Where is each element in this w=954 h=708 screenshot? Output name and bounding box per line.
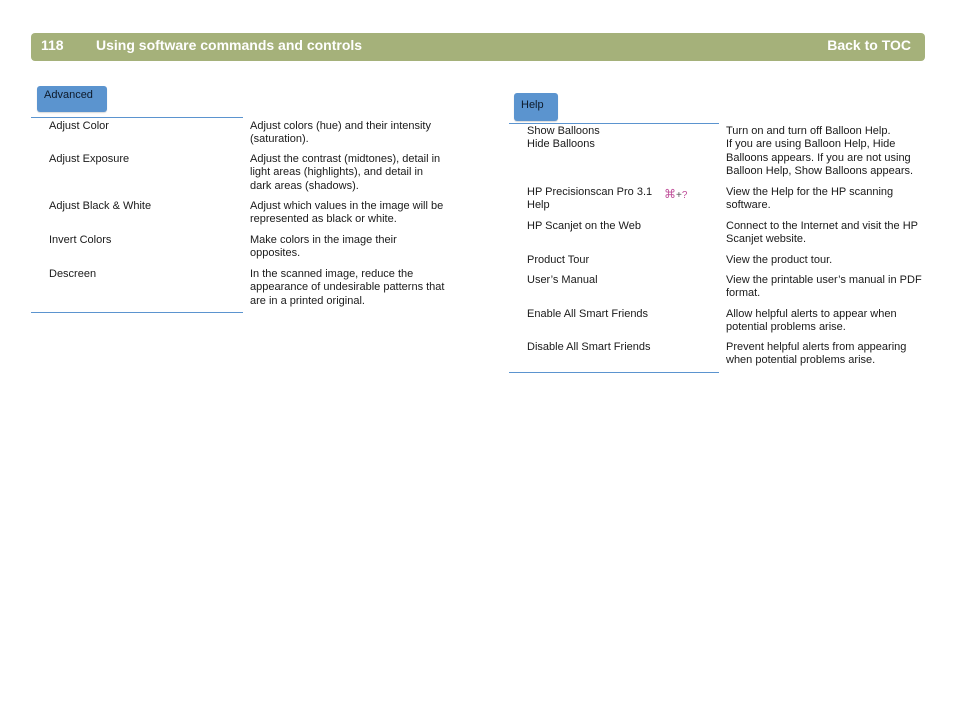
advanced-command-adjust-color: Adjust Color [49, 120, 109, 132]
help-command-scanjet-web: HP Scanjet on the Web [527, 220, 641, 232]
help-top-rule [509, 123, 719, 124]
help-shortcut [664, 187, 687, 203]
advanced-menu-tab: Advanced [37, 86, 107, 112]
page-title: Using software commands and controls [96, 37, 363, 53]
advanced-description-adjust-black-white: Adjust which values in the image will be represented as black or white. [250, 200, 444, 226]
help-description-balloons: Turn on and turn off Balloon Help. If you are using Balloon Help, Hide Balloons appears. If you are not using Balloon Help, Show Balloons appears. [726, 125, 914, 178]
page-header [31, 33, 925, 61]
help-command-balloons: Show Balloons Hide Balloons [527, 125, 600, 151]
help-description-enable-smart-friends: Allow helpful alerts to appear when potential problems arise. [726, 308, 897, 334]
advanced-command-invert-colors: Invert Colors [49, 234, 112, 246]
help-description-disable-smart-friends: Prevent helpful alerts from appearing when potential problems arise. [726, 341, 907, 367]
help-bottom-rule [509, 372, 719, 373]
help-description-scanjet-web: Connect to the Internet and visit the HP Scanjet website. [726, 220, 918, 246]
help-description-product-tour: View the product tour. [726, 254, 833, 266]
shortcut-plus: + [676, 190, 682, 201]
help-command-users-manual: User’s Manual [527, 274, 598, 286]
help-command-product-tour: Product Tour [527, 254, 590, 266]
page-number: 118 [41, 37, 64, 53]
advanced-description-adjust-exposure: Adjust the contrast (midtones), detail in light areas (highlights), and detail in dark areas (shadows). [250, 153, 441, 192]
help-command-precisionscan-help: HP Precisionscan Pro 3.1 Help [527, 186, 653, 212]
question-mark-key: ? [681, 190, 688, 201]
advanced-description-descreen: In the scanned image, reduce the appearance of undesirable patterns that are in a printed original. [250, 268, 445, 307]
advanced-top-rule [31, 117, 243, 118]
help-description-precisionscan-help: View the Help for the HP scanning software. [726, 186, 894, 212]
help-command-disable-smart-friends: Disable All Smart Friends [527, 341, 651, 353]
advanced-bottom-rule [31, 312, 243, 313]
help-menu-tab: Help [514, 93, 558, 121]
advanced-command-descreen: Descreen [49, 268, 97, 280]
advanced-description-invert-colors: Make colors in the image their opposites. [250, 234, 397, 260]
help-command-enable-smart-friends: Enable All Smart Friends [527, 308, 649, 320]
help-description-users-manual: View the printable user’s manual in PDF format. [726, 274, 922, 300]
command-key-icon: ⌘ [664, 187, 676, 201]
advanced-description-adjust-color: Adjust colors (hue) and their intensity (saturation). [250, 120, 431, 146]
advanced-command-adjust-black-white: Adjust Black & White [49, 200, 152, 212]
back-to-toc-link[interactable]: Back to TOC [827, 37, 911, 53]
advanced-command-adjust-exposure: Adjust Exposure [49, 153, 130, 165]
